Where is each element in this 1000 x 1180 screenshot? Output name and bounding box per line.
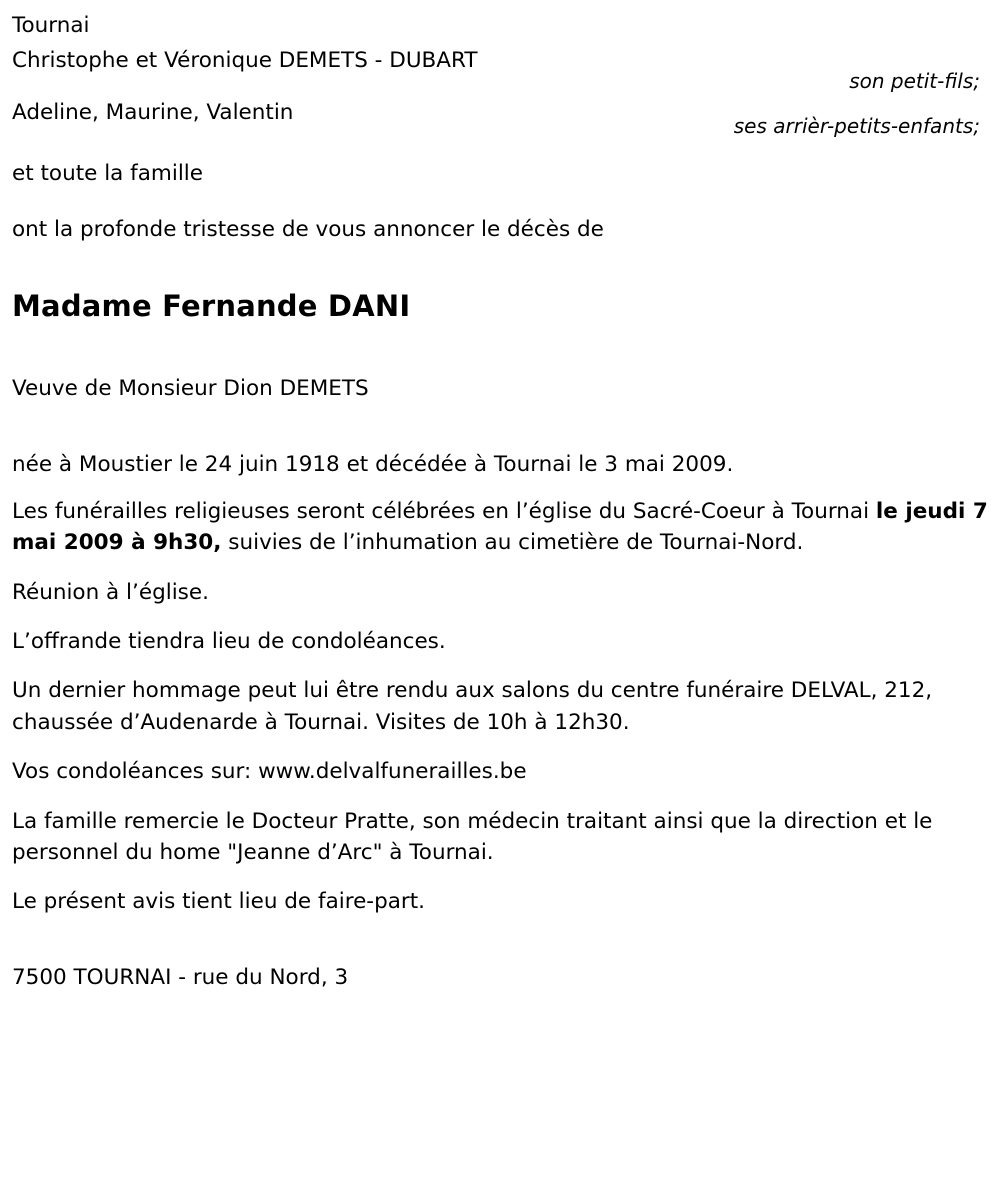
relation-line-2: ses arrièr-petits-enfants; (733, 114, 980, 138)
widow-line: Veuve de Monsieur Dion DEMETS (12, 376, 369, 402)
notice-note-line: Le présent avis tient lieu de faire-part. (12, 889, 425, 915)
funeral-paragraph (12, 496, 996, 559)
death-notice (12, 10, 996, 993)
spacer (12, 81, 656, 97)
funeral-text-part-1: Les funérailles religieuses seront célébrées en l’église du Sacré-Coeur à Tournai (12, 498, 876, 524)
thanks-paragraph: La famille remercie le Docteur Pratte, son médecin traitant ainsi que la direction et le personnel du home "Jeanne d’Arc" à Tournai. (12, 808, 940, 865)
family-name-line-1: Christophe et Véronique DEMETS - DUBART (12, 48, 478, 74)
gathering-line: Réunion à l’église. (12, 579, 209, 605)
announcement-line: ont la profonde tristesse de vous annoncer le décès de (12, 216, 604, 242)
birth-death-line: née à Moustier le 24 juin 1918 et décédée à Tournai le 3 mai 2009. (12, 451, 734, 477)
family-names-block (12, 10, 656, 190)
top-block (12, 10, 988, 190)
homage-paragraph: Un dernier hommage peut lui être rendu aux salons du centre funéraire DELVAL, 212, chaussée d’Audenarde à Tournai. Visites de 10h à 12h30. (12, 678, 939, 735)
spacer (12, 132, 656, 158)
funeral-text-part-2: suivies de l’inhumation au cimetière de Tournai-Nord. (221, 530, 804, 556)
funeral-date-emphasis: le jeudi 7 mai 2009 à 9h30, (12, 498, 996, 556)
deceased-name: Madame Fernande DANI (12, 288, 411, 323)
relation-line-1: son petit-fils; (849, 69, 980, 93)
condolences-web-line: Vos condoléances sur: www.delvalfunerailles.be (12, 759, 527, 785)
offering-line: L’offrande tiendra lieu de condoléances. (12, 629, 446, 655)
family-all-line: et toute la famille (12, 161, 204, 187)
relations-block (680, 66, 980, 142)
city-line: Tournai (12, 13, 90, 38)
address-line: 7500 TOURNAI - rue du Nord, 3 (12, 964, 349, 990)
family-name-line-2: Adeline, Maurine, Valentin (12, 99, 294, 125)
